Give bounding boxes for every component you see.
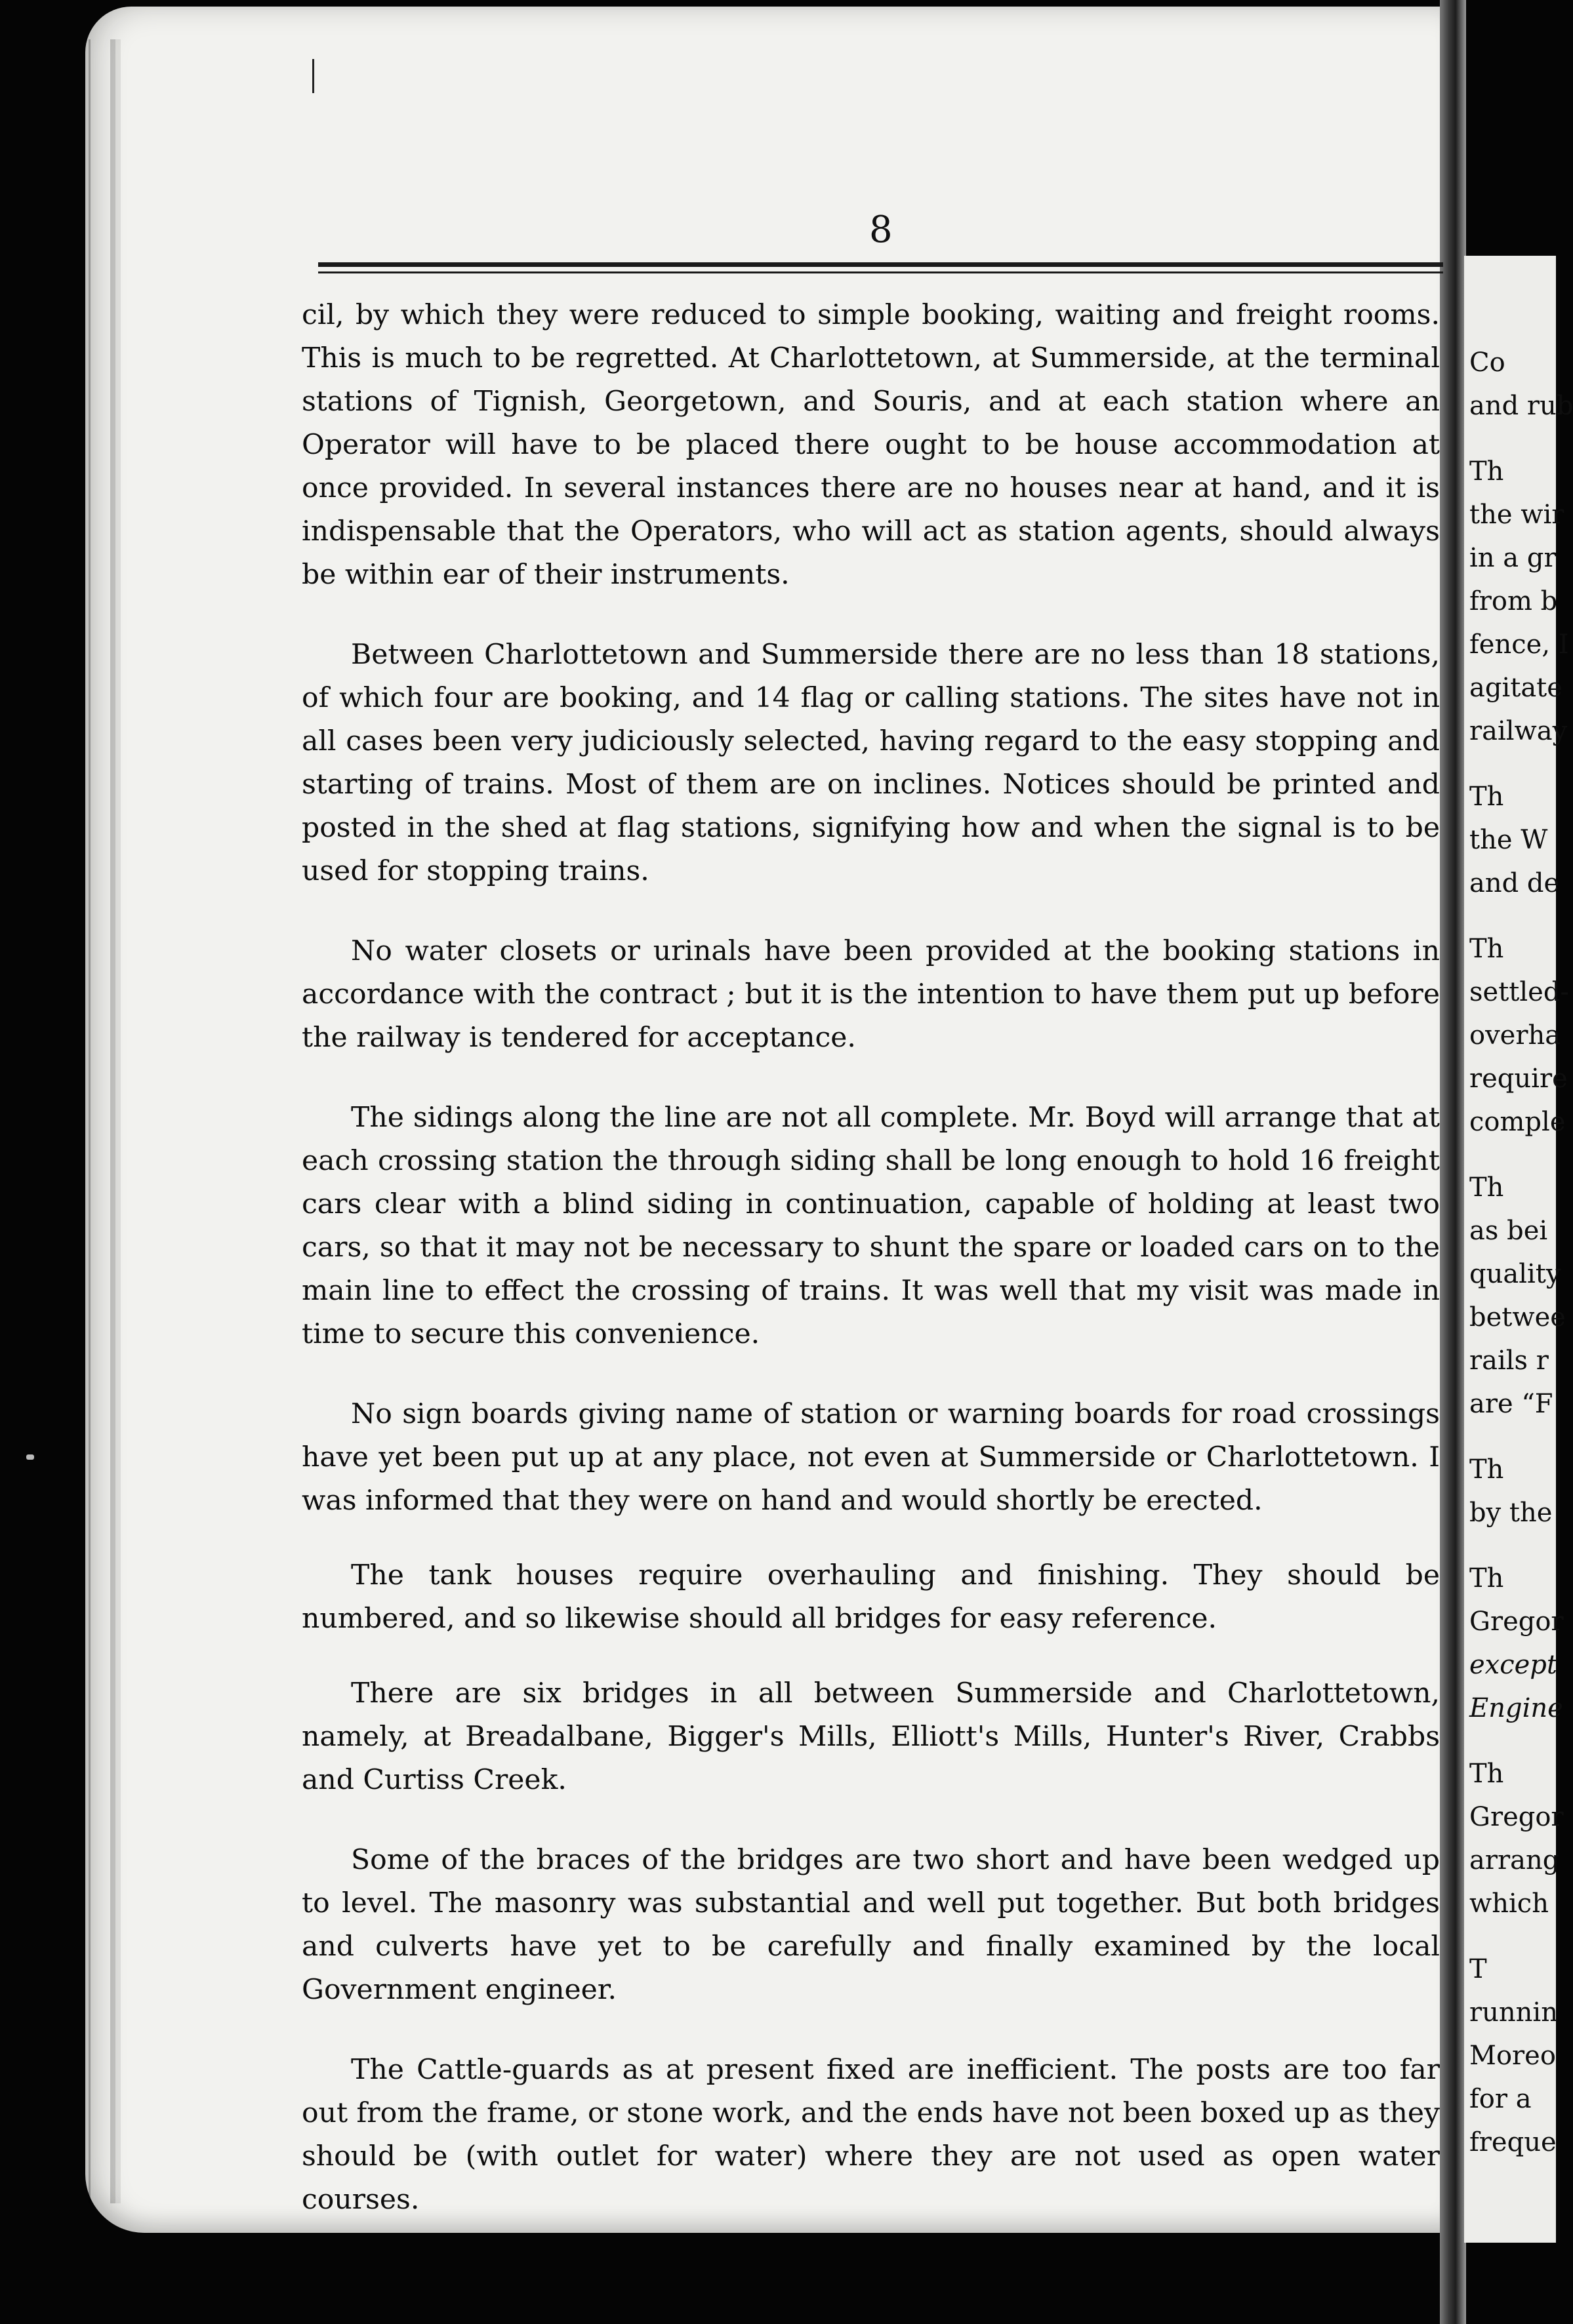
- facing-page-line: in a gr: [1469, 543, 1557, 573]
- facing-page-line: except: [1469, 1650, 1557, 1680]
- facing-page-line: Th: [1469, 1759, 1504, 1789]
- facing-page-line: Gregor: [1469, 1607, 1564, 1637]
- facing-page-line: Th: [1469, 934, 1504, 964]
- facing-page-line: railway: [1469, 716, 1568, 746]
- facing-page-line: overha: [1469, 1020, 1561, 1051]
- facing-page-text: [1469, 341, 1573, 2164]
- facing-page-line: freque: [1469, 2127, 1557, 2157]
- facing-page-line: betwee: [1469, 1302, 1566, 1332]
- facing-page-line: comple: [1469, 1107, 1566, 1137]
- facing-page-line: Engine: [1469, 1693, 1563, 1723]
- facing-page-line: Moreo: [1469, 2041, 1556, 2071]
- facing-page-line: require: [1469, 1064, 1568, 1094]
- paragraph-water-closets: No water closets or urinals have been provided at the booking stations in accordance with the contract ; but it is the intention to have them put up before the railway is tendered for acceptance.: [302, 935, 1440, 1054]
- header-rule-thin: [318, 271, 1443, 273]
- facing-page-line: Th: [1469, 1563, 1504, 1593]
- facing-page-line: which: [1469, 1889, 1549, 1919]
- facing-page-line: Co: [1469, 348, 1505, 378]
- facing-page-line: Gregor: [1469, 1802, 1564, 1832]
- facing-page-line: the W: [1469, 825, 1548, 855]
- facing-page-line: runnin: [1469, 1997, 1558, 2028]
- facing-page-line: rails r: [1469, 1346, 1549, 1376]
- facing-page-line: and de: [1469, 868, 1560, 898]
- facing-page-line: the wir: [1469, 500, 1564, 530]
- facing-page-line: T: [1469, 1954, 1487, 1984]
- facing-page-line: quality: [1469, 1259, 1561, 1289]
- facing-page-line: as bei: [1469, 1216, 1548, 1246]
- body-text: [302, 294, 1440, 2258]
- paragraph-station-accommodation: cil, by which they were reduced to simple booking, waiting and freight rooms. This is much to be regretted. At Charlottetown, at Summerside, at the terminal stations of Tignish, Georgetown, and Souris, and at each station where an Operator will have to be placed there ought to be house accommodation at once provided. In several instances there are no houses near at hand, and it is indispensable that the Operators, who will act as station agents, should always be within ear of their instruments.: [302, 299, 1440, 591]
- book-gutter: [1440, 0, 1466, 2324]
- paragraph-bridge-braces: Some of the braces of the bridges are two short and have been wedged up to level. The masonry was substantial and well put together. But both bridges and culverts have yet to be carefully and finally examined by the local Government engineer.: [302, 1844, 1440, 2006]
- facing-page-line: fence, I: [1469, 630, 1569, 660]
- facing-page-line: agitate: [1469, 673, 1563, 703]
- facing-page-line: Th: [1469, 1172, 1504, 1203]
- facing-page: [1464, 256, 1573, 2243]
- facing-page-line: settled-: [1469, 977, 1569, 1007]
- page-number: 8: [869, 209, 893, 251]
- facing-page-line: from b: [1469, 586, 1558, 616]
- facing-page-line: and rub: [1469, 391, 1573, 421]
- header-rule-thick: [318, 262, 1443, 267]
- paragraph-tank-houses: The tank houses require overhauling and finishing. They should be numbered, and so likewise should all bridges for easy reference.: [302, 1559, 1440, 1635]
- facing-page-line: by the: [1469, 1498, 1553, 1528]
- facing-page-line: are “F: [1469, 1389, 1553, 1419]
- facing-page-line: Th: [1469, 1454, 1504, 1485]
- facing-page-line: Th: [1469, 456, 1504, 487]
- paragraph-sidings: The sidings along the line are not all complete. Mr. Boyd will arrange that at each crossing station the through siding shall be long enough to hold 16 freight cars clear with a blind siding in continuation, capable of holding at least two cars, so that it may not be necessary to shunt the spare or loaded cars on to the main line to effect the crossing of trains. It was well that my visit was made in time to secure this convenience.: [302, 1102, 1440, 1350]
- paragraph-bridges: There are six bridges in all between Summerside and Charlottetown, namely, at Breadalbane, Bigger's Mills, Elliott's Mills, Hunter's River, Crabbs and Curtiss Creek.: [302, 1677, 1440, 1796]
- paragraph-sign-boards: No sign boards giving name of station or warning boards for road crossings have yet been put up at any place, not even at Summerside or Charlottetown. I was informed that they were on hand and would shortly be erected.: [302, 1398, 1440, 1517]
- facing-page-line: for a: [1469, 2084, 1532, 2114]
- paragraph-stations-count: Between Charlottetown and Summerside there are no less than 18 stations, of which four are booking, and 14 flag or calling stations. The sites have not in all cases been very judiciously selected, having regard to the easy stopping and starting of trains. Most of them are on inclines. Notices should be printed and posted in the shed at flag stations, signifying how and when the signal is to be used for stopping trains.: [302, 639, 1440, 887]
- facing-page-line: arrang: [1469, 1845, 1560, 1875]
- facing-page-line: Th: [1469, 782, 1504, 812]
- stray-mark: [26, 1454, 34, 1460]
- margin-tick-mark: [312, 59, 314, 93]
- paragraph-cattle-guards: The Cattle-guards as at present fixed are inefficient. The posts are too far out from the frame, or stone work, and the ends have not been boxed up as they should be (with outlet for water) where they are not used as open water courses.: [302, 2054, 1440, 2216]
